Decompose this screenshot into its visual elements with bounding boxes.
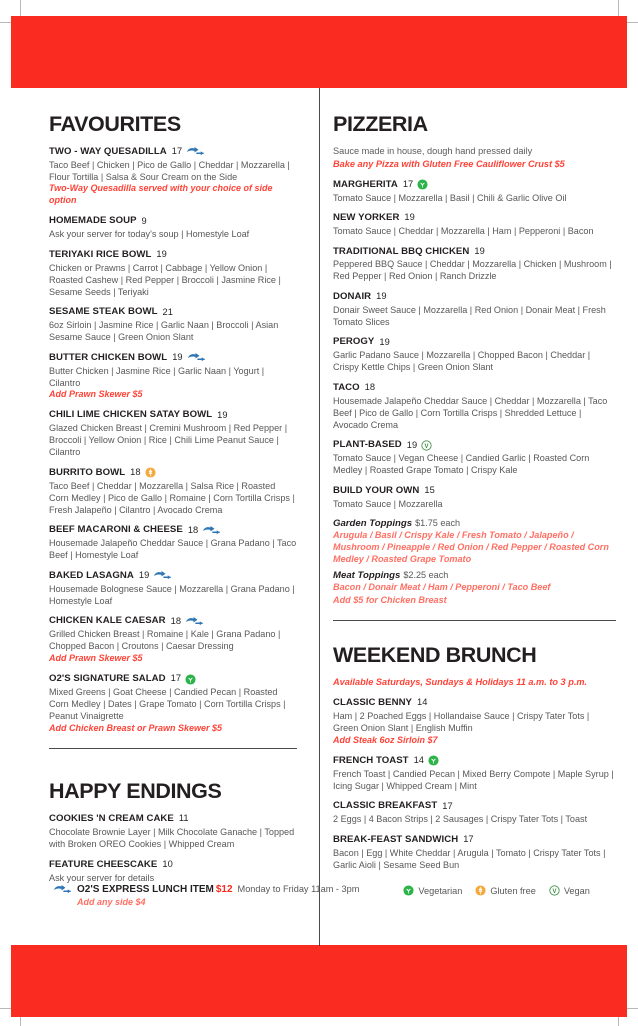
menu-item <box>333 336 616 373</box>
menu-item-price: 19 <box>376 291 387 302</box>
menu-item <box>333 755 616 792</box>
menu-item-addon: Add Prawn Skewer $5 <box>49 389 143 400</box>
section-title-pizzeria: PIZZERIA <box>333 112 428 136</box>
footer-legend <box>0 884 638 907</box>
menu-item <box>49 352 297 401</box>
menu-item-description: Tomato Sauce | Mozzarella <box>333 498 443 509</box>
menu-item-name: PEROGY <box>333 336 375 348</box>
menu-item-price: 19 <box>138 570 150 581</box>
menu-item-description: Mixed Greens | Goat Cheese | Candied Pecan | Roasted Corn Medley | Dates | Grape Tomato | Corn Tortilla Crisps | Peanut Vinaigrette <box>49 687 286 722</box>
menu-item-price: 19 <box>156 249 167 260</box>
menu-item-name: BURRITO BOWL <box>49 466 126 478</box>
menu-item-description: Peppered BBQ Sauce | Cheddar | Mozzarella | Chicken | Mushroom | Red Pepper | Red Onion | Ranch Drizzle <box>333 259 612 282</box>
menu-item-heading <box>333 697 616 709</box>
menu-item <box>333 212 616 237</box>
section-title-happy-endings: HAPPY ENDINGS <box>49 779 222 804</box>
menu-item <box>49 249 297 298</box>
pizzeria-note-highlight: Bake any Pizza with Gluten Free Cauliflower Crust $5 <box>333 158 565 169</box>
menu-item <box>333 382 616 431</box>
menu-item-description: Housemade Jalapeño Cheddar Sauce | Cheddar | Mozzarella | Taco Beef | Pico de Gallo | Corn Tortilla Crisps | Shredded Lettuce | Avocado Crema <box>333 395 608 430</box>
menu-item-name: CLASSIC BENNY <box>333 697 413 709</box>
menu-item-description: Chocolate Brownie Layer | Milk Chocolate Ganache | Topped with Broken OREO Cookies | Whipped Cream <box>49 827 295 850</box>
menu-item <box>49 409 297 458</box>
menu-item <box>333 439 616 476</box>
menu-item-name: COOKIES 'N CREAM CAKE <box>49 813 174 825</box>
gluten-free-icon <box>145 467 156 478</box>
menu-item-price: 19 <box>474 245 485 256</box>
menu-item <box>333 834 616 871</box>
menu-item-heading <box>49 352 297 364</box>
menu-item-description: Housemade Bolognese Sauce | Mozzarella | Grana Padano | Homestyle Loaf <box>49 583 295 606</box>
menu-item-price: 18 <box>170 615 182 626</box>
menu-item-heading <box>49 306 297 318</box>
menu-item-description: 6oz Sirloin | Jasmine Rice | Garlic Naan | Broccoli | Asian Sesame Sauce | Green Onion Slant <box>49 320 279 343</box>
menu-item-heading <box>333 212 616 224</box>
topping-group <box>333 518 616 565</box>
weekend-brunch-availability: Available Saturdays, Sundays & Holidays 11 a.m. to 3 p.m. <box>333 677 588 688</box>
happy-endings-item-list <box>49 813 297 883</box>
menu-item <box>49 673 297 734</box>
menu-item-price: 10 <box>162 858 173 869</box>
menu-item-name: TACO <box>333 381 360 393</box>
topping-group-items: Arugula / Basil / Crispy Kale / Fresh Tomato / Jalapeño / Mushroom / Pineapple / Red Onion / Red Pepper / Roasted Corn Medley / Roasted Grape Tomato <box>333 530 609 565</box>
menu-item-price: 17 <box>171 146 183 157</box>
express-lunch-arrow-icon <box>153 570 171 581</box>
menu-item-price: 19 <box>379 336 390 347</box>
menu-item-description: Donair Sweet Sauce | Mozzarella | Red Onion | Donair Meat | Fresh Tomato Slices <box>333 304 606 327</box>
menu-item-name: MARGHERITA <box>333 178 398 190</box>
menu-item-heading <box>333 485 616 497</box>
vegetarian-icon <box>428 755 439 766</box>
menu-item <box>49 215 297 240</box>
topping-group-label: Garden Toppings $1.75 each <box>333 518 461 530</box>
menu-item-description: Ask your server for today's soup | Homestyle Loaf <box>49 229 250 240</box>
menu-item <box>49 306 297 343</box>
menu-item-price: 19 <box>172 352 183 362</box>
menu-item-heading <box>49 215 297 227</box>
pizzeria-item-list <box>333 179 616 510</box>
menu-item-name: O2'S SIGNATURE SALAD <box>49 673 166 685</box>
gluten-free-icon <box>475 885 486 896</box>
favourites-happy-endings-divider <box>49 748 297 749</box>
menu-item-description: Glazed Chicken Breast | Cremini Mushroom | Red Pepper | Broccoli | Yellow Onion | Rice | Chili Lime Peanut Sauce | Cilantro <box>49 423 288 458</box>
bottom-red-banner <box>11 945 627 1017</box>
pizzeria-toppings-note: Add $5 for Chicken Breast <box>333 595 447 606</box>
menu-item-price: 14 <box>417 697 428 708</box>
menu-item <box>49 467 297 516</box>
express-lunch-arrow-icon <box>187 352 205 363</box>
section-title-weekend-brunch: WEEKEND BRUNCH <box>333 643 537 668</box>
menu-item-heading <box>333 291 616 303</box>
menu-item-heading <box>333 382 616 394</box>
menu-item-name: TWO - WAY QUESADILLA <box>49 146 167 157</box>
menu-item-price: 17 <box>402 178 414 189</box>
menu-item-addon: Add Chicken Breast or Prawn Skewer $5 <box>49 722 223 733</box>
right-column <box>319 88 638 945</box>
menu-item-name: FEATURE CHEESCAKE <box>49 858 158 870</box>
menu-item-description: French Toast | Candied Pecan | Mixed Berry Compote | Maple Syrup | Icing Sugar | Whipped Cream | Mint <box>333 768 614 791</box>
topping-group-label: Meat Toppings $2.25 each <box>333 570 449 582</box>
topping-group-price: $2.25 each <box>403 570 449 581</box>
menu-item-name: BUILD YOUR OWN <box>333 484 420 496</box>
menu-item-price: 17 <box>442 800 453 811</box>
express-lunch-arrow-icon <box>53 884 71 895</box>
legend-key-vegetarian <box>403 885 462 896</box>
pizzeria-toppings <box>333 518 616 593</box>
legend-key-label: Vegetarian <box>418 885 463 896</box>
menu-item-name: CHILI LIME CHICKEN SATAY BOWL <box>49 409 213 421</box>
menu-item-addon: Add Steak 6oz Sirloin $7 <box>333 734 438 745</box>
menu-item-heading <box>333 834 616 846</box>
menu-columns <box>0 88 638 945</box>
weekend-brunch-item-list <box>333 697 616 871</box>
express-lunch-label: O2'S EXPRESS LUNCH ITEM <box>77 884 214 895</box>
express-lunch-legend <box>49 884 359 907</box>
menu-item <box>49 615 297 664</box>
menu-item-price: 9 <box>141 215 147 226</box>
menu-item-description: Tomato Sauce | Cheddar | Mozzarella | Ham | Pepperoni | Bacon <box>333 226 594 236</box>
pizzeria-note: Sauce made in house, dough hand pressed daily <box>333 146 533 156</box>
menu-item-price: 17 <box>170 673 182 684</box>
menu-item-description: Tomato Sauce | Mozzarella | Basil | Chili & Garlic Olive Oil <box>333 192 567 203</box>
legend-key-label: Gluten free <box>490 885 536 896</box>
menu-item-price: 18 <box>187 524 199 535</box>
menu-item-name: PLANT-BASED <box>333 439 402 451</box>
menu-item-heading <box>333 755 616 767</box>
express-lunch-side-note: Add any side $4 <box>77 897 146 907</box>
menu-item-name: BAKED LASAGNA <box>49 569 134 581</box>
menu-item <box>49 570 297 607</box>
menu-item-name: SESAME STEAK BOWL <box>49 306 158 318</box>
menu-item-heading <box>49 146 297 158</box>
express-lunch-price: $12 <box>215 884 233 895</box>
legend-key-glutenfree <box>475 885 535 896</box>
menu-item <box>333 800 616 825</box>
menu-item-description: Ham | 2 Poached Eggs | Hollandaise Sauce | Crispy Tater Tots | Green Onion Slant | English Muffin <box>333 711 590 734</box>
dietary-legend-keys <box>403 884 589 896</box>
vegetarian-icon <box>403 885 414 896</box>
topping-group <box>333 570 616 593</box>
menu-item <box>333 291 616 328</box>
menu-item <box>333 485 616 510</box>
menu-item-price: 14 <box>413 755 425 766</box>
pizzeria-brunch-divider <box>333 620 616 621</box>
menu-item-heading <box>49 467 297 479</box>
top-red-banner <box>11 16 627 88</box>
express-lunch-arrow-icon <box>202 525 220 536</box>
topping-group-price: $1.75 each <box>415 518 461 529</box>
legend-key-vegan <box>549 885 590 896</box>
menu-item-description: Tomato Sauce | Vegan Cheese | Candied Garlic | Roasted Corn Medley | Roasted Grape Tomato | Crispy Kale <box>333 453 590 476</box>
section-title-favourites: FAVOURITES <box>49 112 181 136</box>
menu-item-description: Bacon | Egg | White Cheddar | Arugula | Tomato | Crispy Tater Tots | Garlic Aioli | Sesame Seed Bun <box>333 847 606 870</box>
menu-item-heading <box>49 570 297 582</box>
menu-item-description: Grilled Chicken Breast | Romaine | Kale | Grana Padano | Chopped Bacon | Croutons | Caesar Dressing <box>49 629 281 652</box>
menu-item-name: HOMEMADE SOUP <box>49 215 137 227</box>
menu-item-description: Taco Beef | Cheddar | Mozzarella | Salsa Rice | Roasted Corn Medley | Pico de Gallo | Romaine | Corn Tortilla Crisps | Fresh Jalapeño | Cilantro | Avocado Crema <box>49 480 295 515</box>
menu-item-name: BREAK-FEAST SANDWICH <box>333 833 459 845</box>
menu-item-description: Housemade Jalapeño Cheddar Sauce | Grana Padano | Taco Beef | Homestyle Loaf <box>49 538 297 561</box>
menu-item-heading <box>49 524 297 536</box>
menu-item-price: 11 <box>178 813 189 824</box>
menu-item-description: Ask your server for details <box>49 872 155 883</box>
menu-item-heading <box>49 615 297 627</box>
menu-item-price: 21 <box>162 306 173 317</box>
menu-item-heading <box>49 409 297 421</box>
legend-key-label: Vegan <box>563 885 590 896</box>
vegan-icon <box>421 440 432 451</box>
express-lunch-hours: Monday to Friday 11am - 3pm <box>237 884 360 894</box>
menu-item <box>333 179 616 204</box>
menu-item-description: Garlic Padano Sauce | Mozzarella | Chopped Bacon | Cheddar | Crispy Kettle Chips | Green Onion Slant <box>333 350 591 373</box>
menu-item-heading <box>333 336 616 348</box>
menu-item-name: TRADITIONAL BBQ CHICKEN <box>333 245 470 257</box>
vegan-icon <box>549 885 560 896</box>
menu-item-description: 2 Eggs | 4 Bacon Strips | 2 Sausages | Crispy Tater Tots | Toast <box>333 814 588 825</box>
menu-item-heading <box>49 249 297 261</box>
menu-item-heading <box>333 439 616 451</box>
favourites-item-list <box>49 146 297 734</box>
menu-item-heading <box>333 800 616 812</box>
left-column <box>0 88 319 945</box>
menu-item-name: DONAIR <box>333 290 372 302</box>
menu-item-price: 18 <box>130 467 141 478</box>
menu-item-description: Chicken or Prawns | Carrot | Cabbage | Yellow Onion | Roasted Cashew | Red Pepper | Broccoli | Jasmine Rice | Sesame Seeds | Teriyaki <box>49 262 281 297</box>
menu-item-description: Butter Chicken | Jasmine Rice | Garlic Naan | Yogurt | Cilantro <box>49 365 265 388</box>
menu-item <box>49 859 297 884</box>
menu-item-heading <box>49 813 297 825</box>
express-lunch-arrow-icon <box>185 616 203 627</box>
menu-item-name: BEEF MACARONI & CHEESE <box>49 524 183 536</box>
menu-item-name: CHICKEN KALE CAESAR <box>49 615 166 627</box>
menu-item-price: 19 <box>406 439 418 450</box>
menu-item-price: 15 <box>424 485 435 496</box>
menu-item-name: CLASSIC BREAKFAST <box>333 800 438 812</box>
menu-item-description: Taco Beef | Chicken | Pico de Gallo | Cheddar | Mozzarella | Flour Tortilla | Salsa & Sour Cream on the Side <box>49 159 290 182</box>
vegetarian-icon <box>417 179 428 190</box>
menu-item-heading <box>49 859 297 871</box>
menu-item <box>49 813 297 850</box>
menu-item <box>49 524 297 561</box>
menu-item-name: BUTTER CHICKEN BOWL <box>49 351 168 363</box>
menu-item <box>333 246 616 283</box>
topping-group-items: Bacon / Donair Meat / Ham / Pepperoni / Taco Beef <box>333 582 551 593</box>
express-lunch-text <box>77 884 359 907</box>
menu-item-addon: Add Prawn Skewer $5 <box>49 652 143 663</box>
vegetarian-icon <box>185 674 196 685</box>
menu-page <box>0 88 638 945</box>
menu-item-heading <box>333 179 616 191</box>
menu-item-name: TERIYAKI RICE BOWL <box>49 248 152 260</box>
menu-item-addon: Two-Way Quesadilla served with your choice of side option <box>49 183 273 206</box>
menu-item <box>333 697 616 746</box>
express-lunch-title-row <box>77 884 359 896</box>
menu-item-heading <box>49 673 297 685</box>
menu-item-price: 19 <box>404 212 415 223</box>
express-lunch-arrow-icon <box>186 146 204 157</box>
menu-item-name: FRENCH TOAST <box>333 754 409 766</box>
svg-text:V: V <box>424 443 429 450</box>
menu-item-price: 18 <box>364 382 376 393</box>
menu-item <box>49 146 297 207</box>
menu-item-name: NEW YORKER <box>333 212 400 224</box>
svg-text:V: V <box>552 888 557 895</box>
menu-item-price: 19 <box>217 409 228 420</box>
menu-item-heading <box>333 246 616 258</box>
menu-item-price: 17 <box>463 834 474 844</box>
